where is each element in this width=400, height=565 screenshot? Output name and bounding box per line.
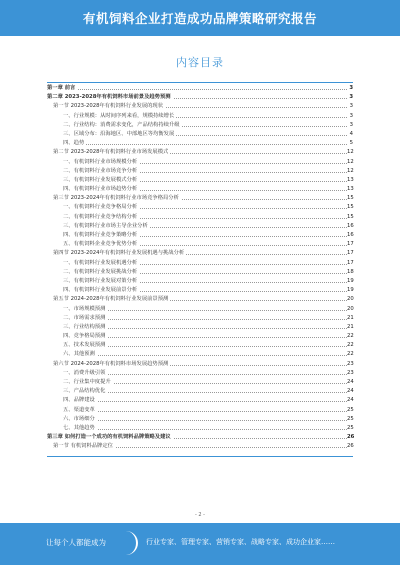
toc-entry-page: 21 <box>347 323 353 332</box>
toc-entry-label: 第二章 2023-2028年有机饲料市场前景及趋势预测 <box>47 93 173 102</box>
toc-entry-label: 二、有机饲料行业市场竞争分析 <box>63 167 139 176</box>
toc-entry-page: 13 <box>347 185 353 194</box>
toc-entry-page: 4 <box>347 130 353 139</box>
toc-entry-label: 三、有机饲料行业市场主导企业分析 <box>63 222 150 231</box>
toc-entry-label: 第二节 2023-2028年有机饲料行业市场发展模式 <box>53 148 170 157</box>
toc-entry-page: 3 <box>347 102 353 111</box>
toc-entry-page: 23 <box>347 360 353 369</box>
toc-subsection-entry[interactable] <box>47 130 353 139</box>
toc-subsection-entry[interactable] <box>47 415 353 424</box>
toc-subsection-entry[interactable] <box>47 158 353 167</box>
toc-heading: 内容目录 <box>176 56 224 69</box>
toc-entry-label: 一、有机饲料行业发展机遇分析 <box>63 259 139 268</box>
toc-entry-label: 一、市场规模预测 <box>63 305 107 314</box>
toc-entry-label: 三、有机饲料行业发展模式分析 <box>63 176 139 185</box>
toc-entry-page: 17 <box>347 259 353 268</box>
toc-entry-label: 第一章 前言 <box>47 84 77 93</box>
toc-entry-page: 24 <box>347 387 353 396</box>
toc-entry-page: 26 <box>347 433 353 442</box>
toc-entry-page: 19 <box>347 286 353 295</box>
toc-entry-page: 25 <box>347 424 353 433</box>
toc-subsection-entry[interactable] <box>47 396 353 405</box>
document-title: 有机饲料企业打造成功品牌策略研究报告 <box>82 11 317 26</box>
toc-entry-page: 18 <box>347 268 353 277</box>
toc-entry-label: 四、品牌建设 <box>63 396 97 405</box>
page-number: - 2 - <box>195 512 205 518</box>
toc-entry-label: 二、市场需求预测 <box>63 314 107 323</box>
toc-entry-page: 17 <box>347 249 353 258</box>
toc-leader-dots <box>63 429 347 430</box>
toc-entry-page: 12 <box>347 158 353 167</box>
toc-subsection-entry[interactable] <box>47 350 353 359</box>
toc-chapter-entry[interactable] <box>47 84 353 93</box>
toc-entry-page: 3 <box>347 121 353 130</box>
footer-bar <box>0 523 400 565</box>
toc-entry-label: 五、渠道变革 <box>63 406 97 415</box>
toc-entry-label: 四、有机饲料行业竞争策略分析 <box>63 231 139 240</box>
toc-section-entry[interactable] <box>47 102 353 111</box>
toc-entry-page: 26 <box>347 442 353 451</box>
toc-subsection-entry[interactable] <box>47 323 353 332</box>
toc-section-entry[interactable] <box>47 295 353 304</box>
header-bar <box>0 0 400 36</box>
toc-entry-label: 第五节 2024-2028年有机饲料行业发展前景预测 <box>53 295 170 304</box>
toc-entry-page: 21 <box>347 314 353 323</box>
toc-subsection-entry[interactable] <box>47 112 353 121</box>
toc-subsection-entry[interactable] <box>47 286 353 295</box>
footer-arc-divider <box>124 531 138 555</box>
toc-subsection-entry[interactable] <box>47 185 353 194</box>
toc-entry-page: 22 <box>347 350 353 359</box>
toc-entry-page: 3 <box>347 84 353 93</box>
toc-entry-label: 五、技术发展预测 <box>63 341 107 350</box>
toc-subsection-entry[interactable] <box>47 277 353 286</box>
toc-subsection-entry[interactable] <box>47 378 353 387</box>
toc-entry-label: 六、其他预测 <box>63 350 97 359</box>
toc-entry-page: 20 <box>347 295 353 304</box>
toc-entry-label: 三、行业结构预测 <box>63 323 107 332</box>
toc-entry-label: 第三节 2023-2024年有机饲料行业市场竞争格局分析 <box>53 194 181 203</box>
toc-subsection-entry[interactable] <box>47 139 353 148</box>
toc-subsection-entry[interactable] <box>47 121 353 130</box>
toc-entry-page: 5 <box>347 139 353 148</box>
toc-entry-label: 第六节 2024-2028年有机饲料市场发展趋势预测 <box>53 360 170 369</box>
footer-slogan-right: 行业专家、管理专家、营销专家、战略专家、成功企业家…… <box>146 538 335 546</box>
toc-entry-page: 20 <box>347 305 353 314</box>
toc-entry-label: 二、有机饲料行业竞争结构分析 <box>63 213 139 222</box>
toc-subsection-entry[interactable] <box>47 231 353 240</box>
toc-entry-label: 一、有机饲料行业竞争格局分析 <box>63 203 139 212</box>
toc-entry-page: 19 <box>347 277 353 286</box>
toc-entry-label: 第四节 2023-2024年有机饲料行业发展机遇与挑战分析 <box>53 249 186 258</box>
toc-entry-page: 15 <box>347 213 353 222</box>
toc-leader-dots <box>63 144 347 145</box>
toc-entry-page: 16 <box>347 222 353 231</box>
toc-entry-page: 25 <box>347 415 353 424</box>
toc-entry-label: 第三章 如何打造一个成功的有机饲料品牌策略及建议 <box>47 433 173 442</box>
toc-subsection-entry[interactable] <box>47 222 353 231</box>
toc-subsection-entry[interactable] <box>47 387 353 396</box>
toc-entry-page: 12 <box>347 148 353 157</box>
toc-subsection-entry[interactable] <box>47 341 353 350</box>
toc-section-entry[interactable] <box>47 194 353 203</box>
toc-entry-page: 24 <box>347 396 353 405</box>
toc-leader-dots <box>63 411 347 412</box>
toc-entry-page: 3 <box>347 93 353 102</box>
toc-subsection-entry[interactable] <box>47 369 353 378</box>
toc-subsection-entry[interactable] <box>47 203 353 212</box>
toc-leader-dots <box>63 420 347 421</box>
toc-entry-label: 一、行业规模：从时间序列来看，规模持续增长 <box>63 112 176 121</box>
toc-entry-page: 24 <box>347 378 353 387</box>
toc-entry-label: 三、有机饲料行业发展对策分析 <box>63 277 139 286</box>
toc-entry-page: 22 <box>347 332 353 341</box>
toc-section-entry[interactable] <box>47 442 353 451</box>
toc-entry-label: 四、趋势 <box>63 139 86 148</box>
toc-entry-label: 四、有机饲料行业发展前景分析 <box>63 286 139 295</box>
toc-entry-page: 12 <box>347 167 353 176</box>
toc-entry-label: 二、有机饲料行业发展挑战分析 <box>63 268 139 277</box>
toc-entry-label: 三、产品结构优化 <box>63 387 107 396</box>
toc-entry-label: 第一节 2023-2028年有机饲料行业发展的现状 <box>53 102 165 111</box>
toc-section-entry[interactable] <box>47 249 353 258</box>
toc-bottom-rule <box>47 456 353 457</box>
toc-entry-page: 15 <box>347 194 353 203</box>
footer-slogan-left: 让每个人都能成为 <box>46 538 106 547</box>
toc-leader-dots <box>63 355 347 356</box>
toc-subsection-entry[interactable] <box>47 314 353 323</box>
toc-entry-label: 第一节 有机饲料品牌定位 <box>53 442 115 451</box>
toc-subsection-entry[interactable] <box>47 268 353 277</box>
toc-entry-label: 六、市场细分 <box>63 415 97 424</box>
toc-subsection-entry[interactable] <box>47 332 353 341</box>
toc-subsection-entry[interactable] <box>47 259 353 268</box>
toc-subsection-entry[interactable] <box>47 406 353 415</box>
toc-subsection-entry[interactable] <box>47 305 353 314</box>
toc-leader-dots <box>47 89 347 90</box>
toc-entry-page: 17 <box>347 240 353 249</box>
table-of-contents <box>47 84 353 452</box>
toc-entry-page: 23 <box>347 369 353 378</box>
toc-entry-label: 四、有机饲料行业市场趋势分析 <box>63 185 139 194</box>
toc-entry-label: 五、有机饲料企业竞争优势分析 <box>63 240 139 249</box>
toc-entry-label: 四、竞争格局预测 <box>63 332 107 341</box>
toc-entry-page: 15 <box>347 203 353 212</box>
toc-chapter-entry[interactable] <box>47 93 353 102</box>
toc-chapter-entry[interactable] <box>47 433 353 442</box>
toc-section-entry[interactable] <box>47 148 353 157</box>
toc-entry-page: 13 <box>347 176 353 185</box>
toc-entry-page: 22 <box>347 341 353 350</box>
toc-entry-label: 二、行业结构：消费需求变化，产品结构持续升级 <box>63 121 182 130</box>
toc-section-entry[interactable] <box>47 360 353 369</box>
toc-subsection-entry[interactable] <box>47 240 353 249</box>
toc-entry-page: 3 <box>347 112 353 121</box>
toc-subsection-entry[interactable] <box>47 167 353 176</box>
toc-subsection-entry[interactable] <box>47 424 353 433</box>
toc-entry-label: 三、区域分布：沿海地区、中部地区等均衡发展 <box>63 130 176 139</box>
toc-top-rule <box>47 82 353 83</box>
toc-subsection-entry[interactable] <box>47 213 353 222</box>
toc-entry-label: 一、消费升级引领 <box>63 369 107 378</box>
toc-subsection-entry[interactable] <box>47 176 353 185</box>
toc-leader-dots <box>63 401 347 402</box>
toc-entry-page: 25 <box>347 406 353 415</box>
toc-entry-label: 一、有机饲料行业市场规模分析 <box>63 158 139 167</box>
toc-entry-label: 二、行业集中度提升 <box>63 378 113 387</box>
toc-entry-label: 七、其他趋势 <box>63 424 97 433</box>
toc-entry-page: 16 <box>347 231 353 240</box>
